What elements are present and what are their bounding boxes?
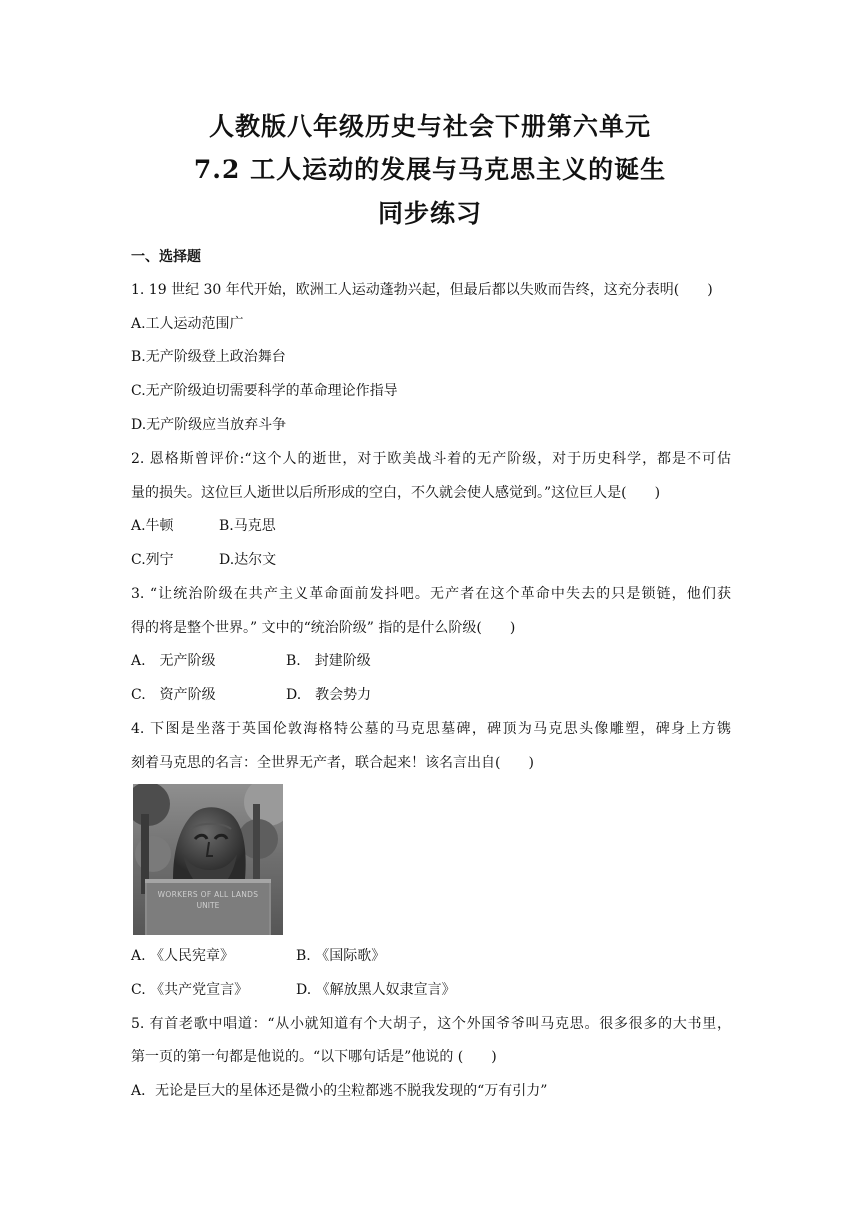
q4-option-a: A. 《人民宪章》 [131, 948, 235, 964]
q2-option-c: C.列宁 [131, 552, 174, 568]
q2-stem-line1: 2. 恩格斯曾评价:“这个人的逝世，对于欧美战斗着的无产阶级，对于历史科学，都是不可估 [131, 451, 731, 467]
q2-option-d: D.达尔文 [219, 552, 277, 568]
q4-stem-line1: 4. 下图是坐落于英国伦敦海格特公墓的马克思墓碑，碑顶为马克思头像雕塑，碑身上方镌 [131, 721, 731, 737]
photo-inscription-line2: UNITE [196, 901, 220, 910]
title-line-1: 人教版八年级历史与社会下册第六单元 [208, 112, 651, 141]
q1-option-b: B.无产阶级登上政治舞台 [131, 349, 286, 365]
q1-option-a: A.工人运动范围广 [131, 316, 244, 332]
marx-tomb-photo [133, 784, 283, 935]
q5-option-a: A．无论是巨大的星体还是微小的尘粒都逃不脱我发现的“万有引力” [131, 1083, 548, 1099]
title-line-3: 同步练习 [377, 199, 482, 228]
q5-stem-line2: 第一页的第一句都是他说的。“以下哪句话是”他说的 ( ) [131, 1049, 497, 1065]
q4-option-d: D. 《解放黑人奴隶宣言》 [296, 982, 456, 998]
q3-stem-line2: 得的将是整个世界。” 文中的“统治阶级” 指的是什么阶级( ) [131, 620, 516, 636]
q2-option-a: A.牛顿 [131, 518, 174, 534]
q3-option-a: A. 无产阶级 [131, 653, 216, 669]
q5-stem-line1: 5. 有首老歌中唱道：“从小就知道有个大胡子，这个外国爷爷叫马克思。很多很多的大书里， [131, 1016, 731, 1032]
q3-option-c: C. 资产阶级 [131, 687, 216, 703]
q1-stem: 1. 19 世纪 30 年代开始，欧洲工人运动蓬勃兴起，但最后都以失败而告终，这充分表明( ) [131, 282, 713, 298]
q4-option-b: B. 《国际歌》 [296, 948, 386, 964]
q2-option-b: B.马克思 [219, 518, 276, 534]
q2-stem-line2: 量的损失。这位巨人逝世以后所形成的空白，不久就会使人感觉到。”这位巨人是( ) [131, 485, 661, 501]
photo-inscription-line1: WORKERS OF ALL LANDS [157, 890, 259, 899]
q4-stem-line2: 刻着马克思的名言：全世界无产者，联合起来！该名言出自( ) [131, 755, 534, 771]
q1-option-c: C.无产阶级迫切需要科学的革命理论作指导 [131, 383, 398, 399]
q3-option-d: D. 教会势力 [286, 687, 372, 703]
q3-stem-line1: 3. “让统治阶级在共产主义革命面前发抖吧。无产者在这个革命中失去的只是锁链，他们获 [131, 586, 731, 602]
q4-option-c: C. 《共产党宣言》 [131, 982, 249, 998]
q3-option-b: B. 封建阶级 [286, 653, 371, 669]
q1-option-d: D.无产阶级应当放弃斗争 [131, 417, 287, 433]
title-line-2: 7.2 工人运动的发展与马克思主义的诞生 [193, 155, 667, 184]
section-heading: 一、选择题 [131, 249, 201, 265]
